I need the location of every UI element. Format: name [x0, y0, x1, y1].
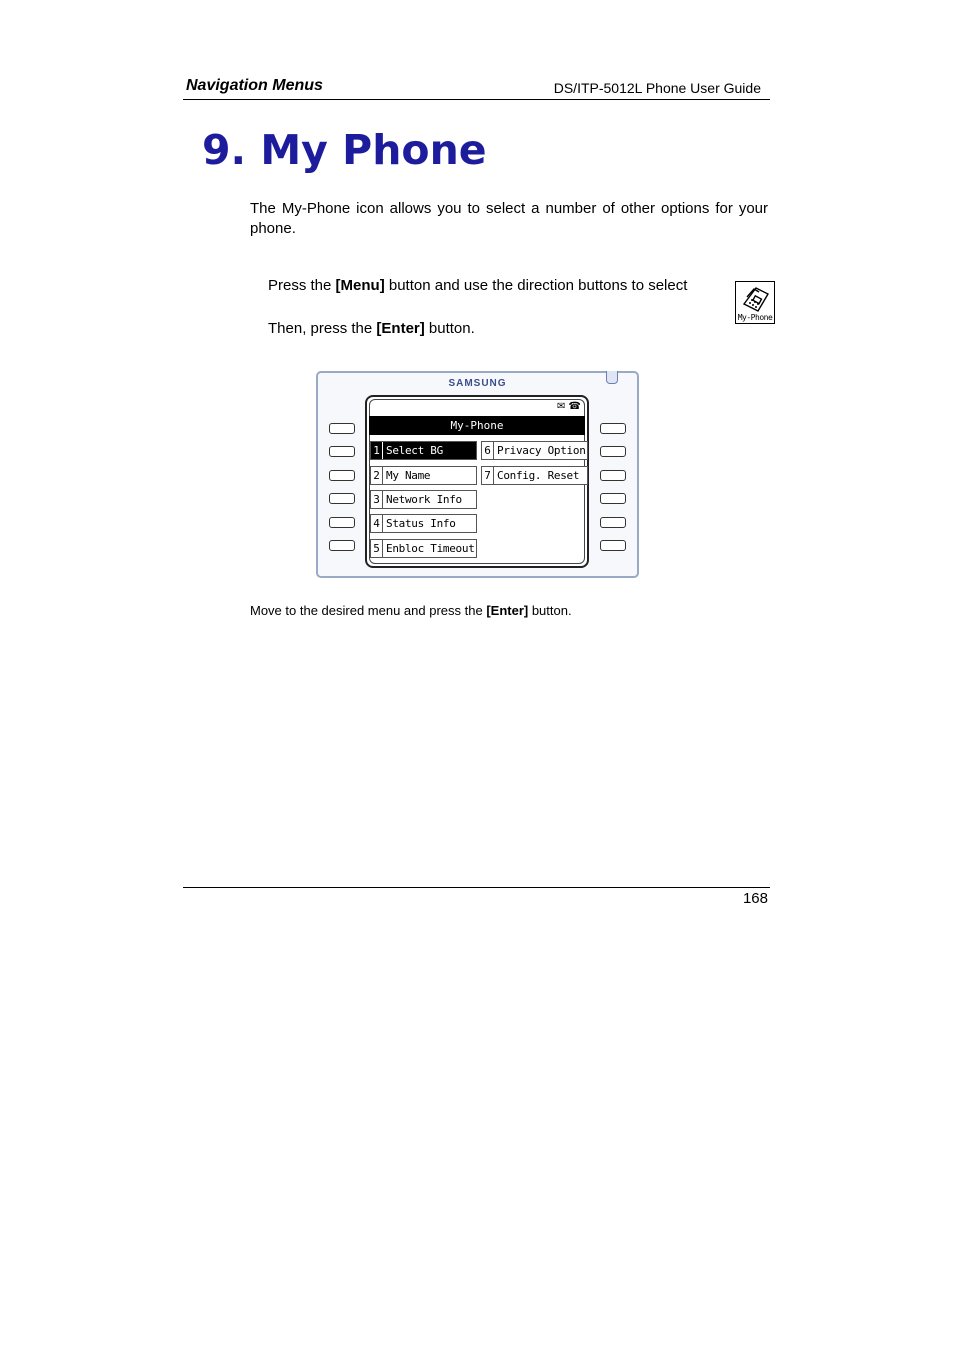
menu-item-number: 7 [482, 467, 494, 484]
header-guide-title: DS/ITP-5012L Phone User Guide [553, 80, 761, 96]
header-section: Navigation Menus [186, 77, 323, 94]
menu-item-label: My Name [386, 469, 431, 482]
menu-item-number: 5 [371, 540, 383, 557]
left-soft-button-2[interactable] [329, 446, 355, 457]
menu-item-number: 3 [371, 491, 383, 508]
menu-item-config-reset[interactable] [481, 466, 588, 485]
menu-item-label: Status Info [386, 517, 456, 530]
menu-item-label: Network Info [386, 493, 462, 506]
menu-item-number: 6 [482, 442, 494, 459]
menu-item-status-info[interactable] [370, 514, 477, 533]
status-icons [557, 401, 581, 412]
right-soft-button-3[interactable] [600, 470, 626, 481]
screen-title: My-Phone [369, 416, 585, 435]
page-title: 9. My Phone [202, 126, 487, 174]
phone-brand: SAMSUNG [448, 378, 507, 389]
step-1: Press the [Menu] button and use the direction buttons to select [268, 277, 688, 294]
right-soft-button-6[interactable] [600, 540, 626, 551]
menu-item-label: Select BG [386, 444, 443, 457]
right-soft-button-4[interactable] [600, 493, 626, 504]
page-number: 168 [742, 890, 768, 907]
menu-item-network-info[interactable] [370, 490, 477, 509]
menu-item-label: Privacy Option [497, 444, 586, 457]
step-2: Then, press the [Enter] button. [268, 320, 475, 337]
left-soft-button-5[interactable] [329, 517, 355, 528]
menu-item-number: 1 [371, 442, 383, 459]
left-soft-button-3[interactable] [329, 470, 355, 481]
menu-item-enbloc-timeout[interactable] [370, 539, 477, 558]
menu-item-my-name[interactable] [370, 466, 477, 485]
left-soft-button-4[interactable] [329, 493, 355, 504]
menu-item-label: Enbloc Timeout [386, 542, 475, 555]
menu-item-select-bg[interactable] [370, 441, 477, 460]
footer-rule [183, 887, 770, 888]
phone-status-icon: ☎ [568, 401, 581, 412]
phone-display-illustration [316, 371, 639, 578]
left-soft-button-6[interactable] [329, 540, 355, 551]
menu-item-number: 4 [371, 515, 383, 532]
right-soft-button-2[interactable] [600, 446, 626, 457]
menu-item-number: 2 [371, 467, 383, 484]
right-soft-button-5[interactable] [600, 517, 626, 528]
lcd-screen [365, 395, 589, 568]
intro-paragraph: The My-Phone icon allows you to select a number of other options for your phone. [250, 200, 768, 237]
menu-item-privacy-option[interactable] [481, 441, 588, 460]
my-phone-icon [735, 281, 775, 324]
my-phone-icon-label: My-Phone [737, 313, 773, 322]
envelope-icon: ✉ [556, 401, 566, 412]
menu-item-label: Config. Reset [497, 469, 580, 482]
header-rule [183, 99, 770, 100]
figure-caption: Move to the desired menu and press the [Enter] button. [250, 603, 572, 618]
left-soft-button-1[interactable] [329, 423, 355, 434]
right-soft-button-1[interactable] [600, 423, 626, 434]
